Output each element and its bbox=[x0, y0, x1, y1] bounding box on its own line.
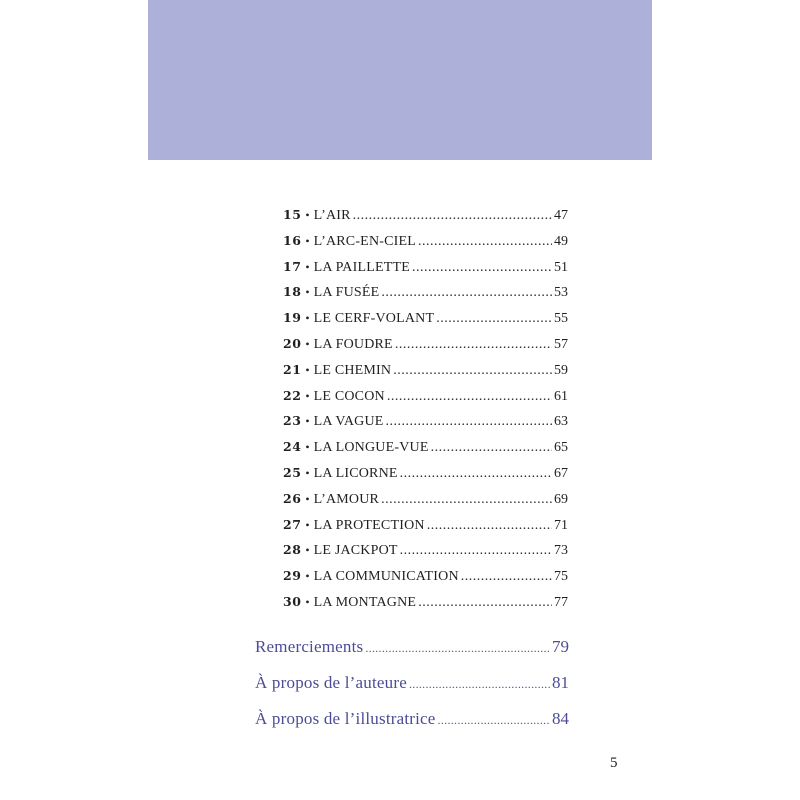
dot-leader bbox=[438, 709, 550, 729]
bullet-separator: • bbox=[305, 208, 310, 222]
dot-leader bbox=[418, 595, 552, 611]
page-number: 53 bbox=[554, 285, 568, 301]
toc-entry-28[interactable] bbox=[283, 542, 568, 568]
chapter-number: 27 bbox=[283, 516, 302, 532]
chapter-number: 24 bbox=[283, 439, 302, 455]
chapter-number: 29 bbox=[283, 568, 302, 584]
chapter-title: LE COCON bbox=[313, 388, 385, 404]
chapter-title: LA PAILLETTE bbox=[313, 259, 410, 275]
chapter-number: 30 bbox=[283, 593, 302, 609]
dot-leader bbox=[400, 466, 552, 482]
chapter-title: LA FUSÉE bbox=[313, 285, 380, 301]
toc-entry-21[interactable] bbox=[283, 362, 568, 388]
bullet-separator: • bbox=[305, 440, 310, 455]
dot-leader bbox=[418, 234, 552, 250]
bullet-separator: • bbox=[305, 465, 310, 480]
page-number: 63 bbox=[554, 414, 568, 430]
chapter-title: LE CHEMIN bbox=[313, 362, 392, 378]
dot-leader bbox=[365, 637, 550, 657]
toc-entry-illustratrice[interactable] bbox=[255, 709, 569, 745]
chapter-title: LA VAGUE bbox=[313, 414, 384, 430]
toc-entry-19[interactable] bbox=[283, 310, 568, 336]
bullet-separator: • bbox=[305, 233, 310, 248]
dot-leader bbox=[400, 543, 552, 559]
bullet-separator: • bbox=[305, 388, 310, 403]
dot-leader bbox=[431, 440, 552, 456]
chapter-title: LA LONGUE-VUE bbox=[313, 440, 429, 456]
dot-leader bbox=[395, 337, 552, 353]
back-matter-list bbox=[255, 637, 569, 745]
toc-entry-24[interactable] bbox=[283, 439, 568, 465]
toc-entry-30[interactable] bbox=[283, 594, 568, 620]
chapter-number: 15 bbox=[283, 207, 302, 222]
page-number: 84 bbox=[552, 709, 569, 728]
dot-leader bbox=[436, 311, 552, 327]
toc-entry-26[interactable] bbox=[283, 491, 568, 517]
page-number: 81 bbox=[552, 673, 569, 692]
chapter-number: 28 bbox=[283, 542, 302, 558]
chapter-number: 25 bbox=[283, 464, 302, 480]
page-number: 75 bbox=[554, 569, 568, 585]
page-number: 55 bbox=[554, 311, 568, 327]
bullet-separator: • bbox=[305, 517, 310, 532]
toc-entry-22[interactable] bbox=[283, 388, 568, 414]
dot-leader bbox=[386, 414, 552, 430]
chapter-title: L’AIR bbox=[313, 208, 351, 223]
chapter-number: 22 bbox=[283, 387, 302, 403]
bullet-separator: • bbox=[305, 311, 310, 326]
page-number: 69 bbox=[554, 491, 568, 507]
chapter-number: 17 bbox=[283, 258, 302, 274]
chapter-title: LA LICORNE bbox=[313, 465, 398, 481]
toc-entry-27[interactable] bbox=[283, 517, 568, 543]
back-matter-title: À propos de l’auteure bbox=[255, 673, 407, 692]
bullet-separator: • bbox=[305, 569, 310, 584]
dot-leader bbox=[393, 363, 552, 379]
page-number: 47 bbox=[554, 208, 568, 223]
chapter-number: 20 bbox=[283, 335, 302, 351]
dot-leader bbox=[381, 492, 552, 508]
page-folio: 5 bbox=[610, 755, 618, 771]
bullet-separator: • bbox=[305, 336, 310, 351]
bullet-separator: • bbox=[305, 285, 310, 300]
table-of-contents bbox=[283, 207, 568, 620]
chapter-number: 19 bbox=[283, 310, 302, 326]
chapter-title: LE JACKPOT bbox=[313, 543, 398, 559]
chapter-number: 16 bbox=[283, 232, 302, 248]
bullet-separator: • bbox=[305, 414, 310, 429]
bullet-separator: • bbox=[305, 491, 310, 506]
back-matter-title: À propos de l’illustratrice bbox=[255, 709, 436, 728]
toc-entry-auteure[interactable] bbox=[255, 673, 569, 709]
bullet-separator: • bbox=[305, 259, 310, 274]
toc-entry-25[interactable] bbox=[283, 465, 568, 491]
page-number: 49 bbox=[554, 233, 568, 249]
chapter-number: 26 bbox=[283, 490, 302, 506]
bullet-separator: • bbox=[305, 543, 310, 558]
dot-leader bbox=[409, 673, 550, 693]
page-number: 61 bbox=[554, 388, 568, 404]
dot-leader bbox=[412, 260, 552, 276]
page-number: 73 bbox=[554, 543, 568, 559]
chapter-title: LA MONTAGNE bbox=[313, 594, 417, 610]
bullet-separator: • bbox=[305, 362, 310, 377]
bullet-separator: • bbox=[305, 594, 310, 609]
back-matter-title: Remerciements bbox=[255, 637, 364, 656]
toc-entry-17[interactable] bbox=[283, 259, 568, 285]
toc-entry-29[interactable] bbox=[283, 568, 568, 594]
chapter-title: L’ARC-EN-CIEL bbox=[313, 233, 417, 249]
toc-entry-18[interactable] bbox=[283, 284, 568, 310]
page-number: 59 bbox=[554, 362, 568, 378]
toc-entry-23[interactable] bbox=[283, 413, 568, 439]
toc-entry-15[interactable] bbox=[283, 207, 568, 233]
page-number: 51 bbox=[554, 259, 568, 275]
header-color-band bbox=[148, 0, 652, 160]
page-number: 57 bbox=[554, 336, 568, 352]
dot-leader bbox=[387, 389, 552, 405]
toc-entry-16[interactable] bbox=[283, 233, 568, 259]
chapter-title: LA FOUDRE bbox=[313, 336, 393, 352]
page-number: 71 bbox=[554, 517, 568, 533]
chapter-title: LA COMMUNICATION bbox=[313, 569, 459, 585]
dot-leader bbox=[461, 569, 552, 585]
dot-leader bbox=[427, 518, 552, 534]
chapter-title: LE CERF-VOLANT bbox=[313, 311, 435, 327]
chapter-number: 23 bbox=[283, 413, 302, 429]
chapter-title: L’AMOUR bbox=[313, 491, 380, 507]
chapter-title: LA PROTECTION bbox=[313, 517, 425, 533]
page-number: 79 bbox=[552, 637, 569, 656]
toc-entry-remerciements[interactable] bbox=[255, 637, 569, 673]
dot-leader bbox=[381, 285, 552, 301]
toc-entry-20[interactable] bbox=[283, 336, 568, 362]
page-number: 65 bbox=[554, 440, 568, 456]
dot-leader bbox=[353, 208, 552, 224]
chapter-number: 21 bbox=[283, 361, 302, 377]
page-number: 77 bbox=[554, 594, 568, 610]
chapter-number: 18 bbox=[283, 284, 302, 300]
page-number: 67 bbox=[554, 465, 568, 481]
